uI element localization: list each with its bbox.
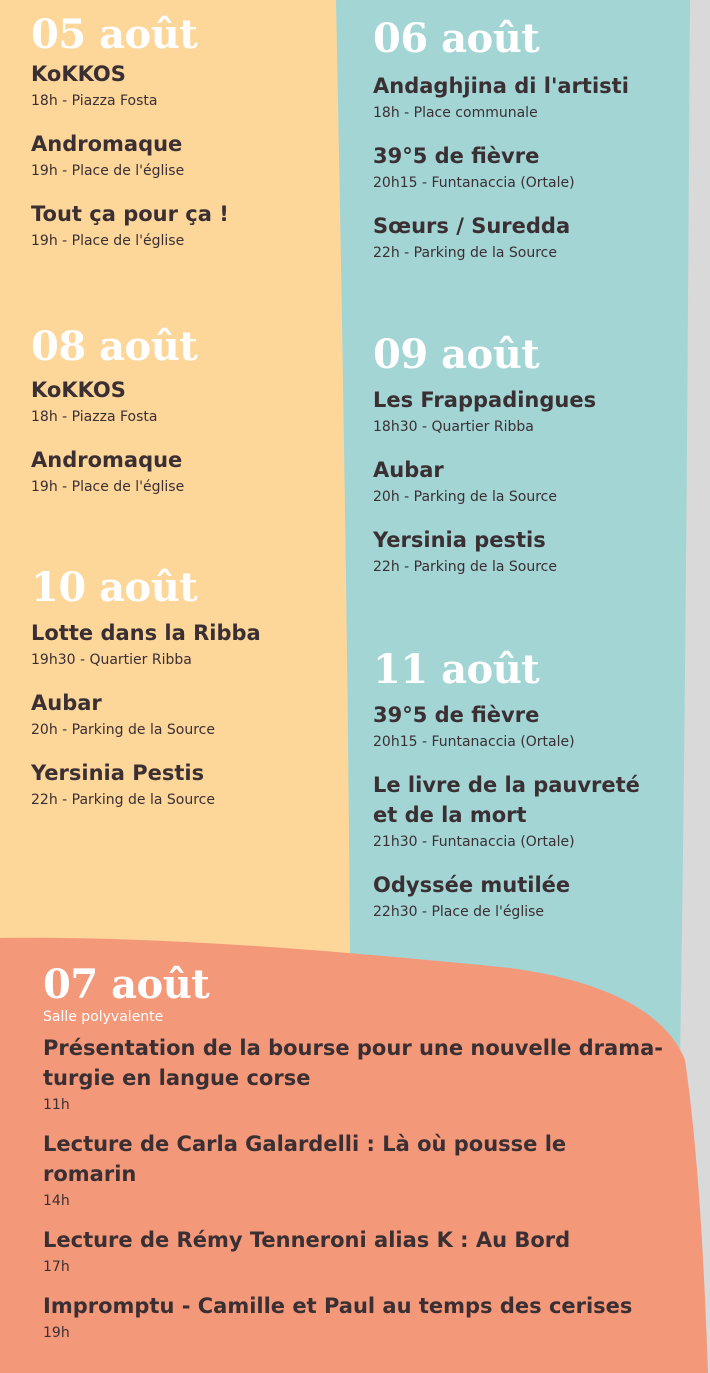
event-title: Yersinia Pestis <box>31 761 205 785</box>
event-item <box>373 71 693 123</box>
event-list <box>373 385 693 577</box>
event-title: Yersinia pestis <box>373 528 546 552</box>
event-info: 20h - Parking de la Source <box>373 489 557 505</box>
event-title: Les Frappadingues <box>373 388 597 412</box>
event-info: 21h30 - Funtanaccia (Ortale) <box>373 834 575 850</box>
event-info: 22h30 - Place de l'église <box>373 904 545 920</box>
event-item <box>43 1291 663 1343</box>
event-title: KoKKOS <box>31 378 126 402</box>
event-title: Sœurs / Suredda <box>373 214 571 238</box>
event-title: 39°5 de fièvre <box>373 144 540 168</box>
event-info: 11h <box>43 1097 70 1113</box>
day-block-08 <box>31 325 331 497</box>
event-item <box>31 59 331 111</box>
day-heading: 05 août <box>31 11 198 58</box>
event-title: Tout ça pour ça ! <box>31 202 229 226</box>
event-list <box>31 375 331 497</box>
event-title: Lecture de Carla Galardelli : Là où pousse le romarin <box>43 1132 567 1186</box>
event-info: 18h - Place communale <box>373 105 538 121</box>
event-info: 22h - Parking de la Source <box>31 792 215 808</box>
event-title: Impromptu - Camille et Paul au temps des cerises <box>43 1294 633 1318</box>
event-item <box>373 141 693 193</box>
day-heading: 11 août <box>373 646 540 693</box>
venue-note: Salle polyvalente <box>43 1009 164 1025</box>
day-block-05 <box>31 13 331 251</box>
event-item <box>31 375 331 427</box>
event-list <box>373 700 663 922</box>
event-info: 20h - Parking de la Source <box>31 722 215 738</box>
event-item <box>373 700 663 752</box>
event-item <box>31 758 331 810</box>
event-title: Le livre de la pauvreté et de la mort <box>373 773 640 827</box>
event-title: Aubar <box>31 691 102 715</box>
event-info: 19h - Place de l'église <box>31 479 185 495</box>
day-heading: 07 août <box>43 961 210 1008</box>
day-block-11 <box>373 648 663 922</box>
event-info: 17h <box>43 1259 70 1275</box>
event-list <box>373 71 693 263</box>
event-list <box>31 618 331 810</box>
event-item <box>373 770 663 852</box>
event-info: 19h - Place de l'église <box>31 163 185 179</box>
event-item <box>373 870 663 922</box>
event-item <box>43 1225 663 1277</box>
event-info: 22h - Parking de la Source <box>373 245 557 261</box>
event-title: 39°5 de fièvre <box>373 703 540 727</box>
event-title: Andaghjina di l'artisti <box>373 74 629 98</box>
event-title: Odyssée mutilée <box>373 873 571 897</box>
event-title: Andromaque <box>31 448 183 472</box>
event-info: 19h - Place de l'église <box>31 233 185 249</box>
event-title: Lotte dans la Ribba <box>31 621 261 645</box>
event-title: Présentation de la bourse pour une nouvelle drama-turgie en langue corse <box>43 1036 663 1090</box>
day-block-10 <box>31 566 331 810</box>
day-heading: 06 août <box>373 15 540 62</box>
event-info: 19h <box>43 1325 70 1341</box>
day-block-09 <box>373 333 693 577</box>
event-info: 20h15 - Funtanaccia (Ortale) <box>373 175 575 191</box>
event-info: 19h30 - Quartier Ribba <box>31 652 192 668</box>
day-block-06 <box>373 17 693 263</box>
event-item <box>373 525 693 577</box>
event-item <box>43 1033 663 1115</box>
day-block-07 <box>43 963 663 1343</box>
event-item <box>31 129 331 181</box>
event-info: 20h15 - Funtanaccia (Ortale) <box>373 734 575 750</box>
event-item <box>373 385 693 437</box>
event-list <box>43 1033 663 1343</box>
event-item <box>31 445 331 497</box>
day-heading: 10 août <box>31 564 198 611</box>
event-item <box>373 211 693 263</box>
event-info: 14h <box>43 1193 70 1209</box>
event-title: KoKKOS <box>31 62 126 86</box>
event-title: Lecture de Rémy Tenneroni alias K : Au Bord <box>43 1228 571 1252</box>
event-title: Aubar <box>373 458 444 482</box>
event-item <box>373 455 693 507</box>
day-heading: 09 août <box>373 331 540 378</box>
event-list <box>31 59 331 251</box>
event-info: 18h30 - Quartier Ribba <box>373 419 534 435</box>
event-item <box>43 1129 663 1211</box>
event-info: 22h - Parking de la Source <box>373 559 557 575</box>
event-item <box>31 199 331 251</box>
event-item <box>31 688 331 740</box>
event-info: 18h - Piazza Fosta <box>31 409 158 425</box>
event-title: Andromaque <box>31 132 183 156</box>
event-item <box>31 618 331 670</box>
day-heading: 08 août <box>31 323 198 370</box>
event-info: 18h - Piazza Fosta <box>31 93 158 109</box>
